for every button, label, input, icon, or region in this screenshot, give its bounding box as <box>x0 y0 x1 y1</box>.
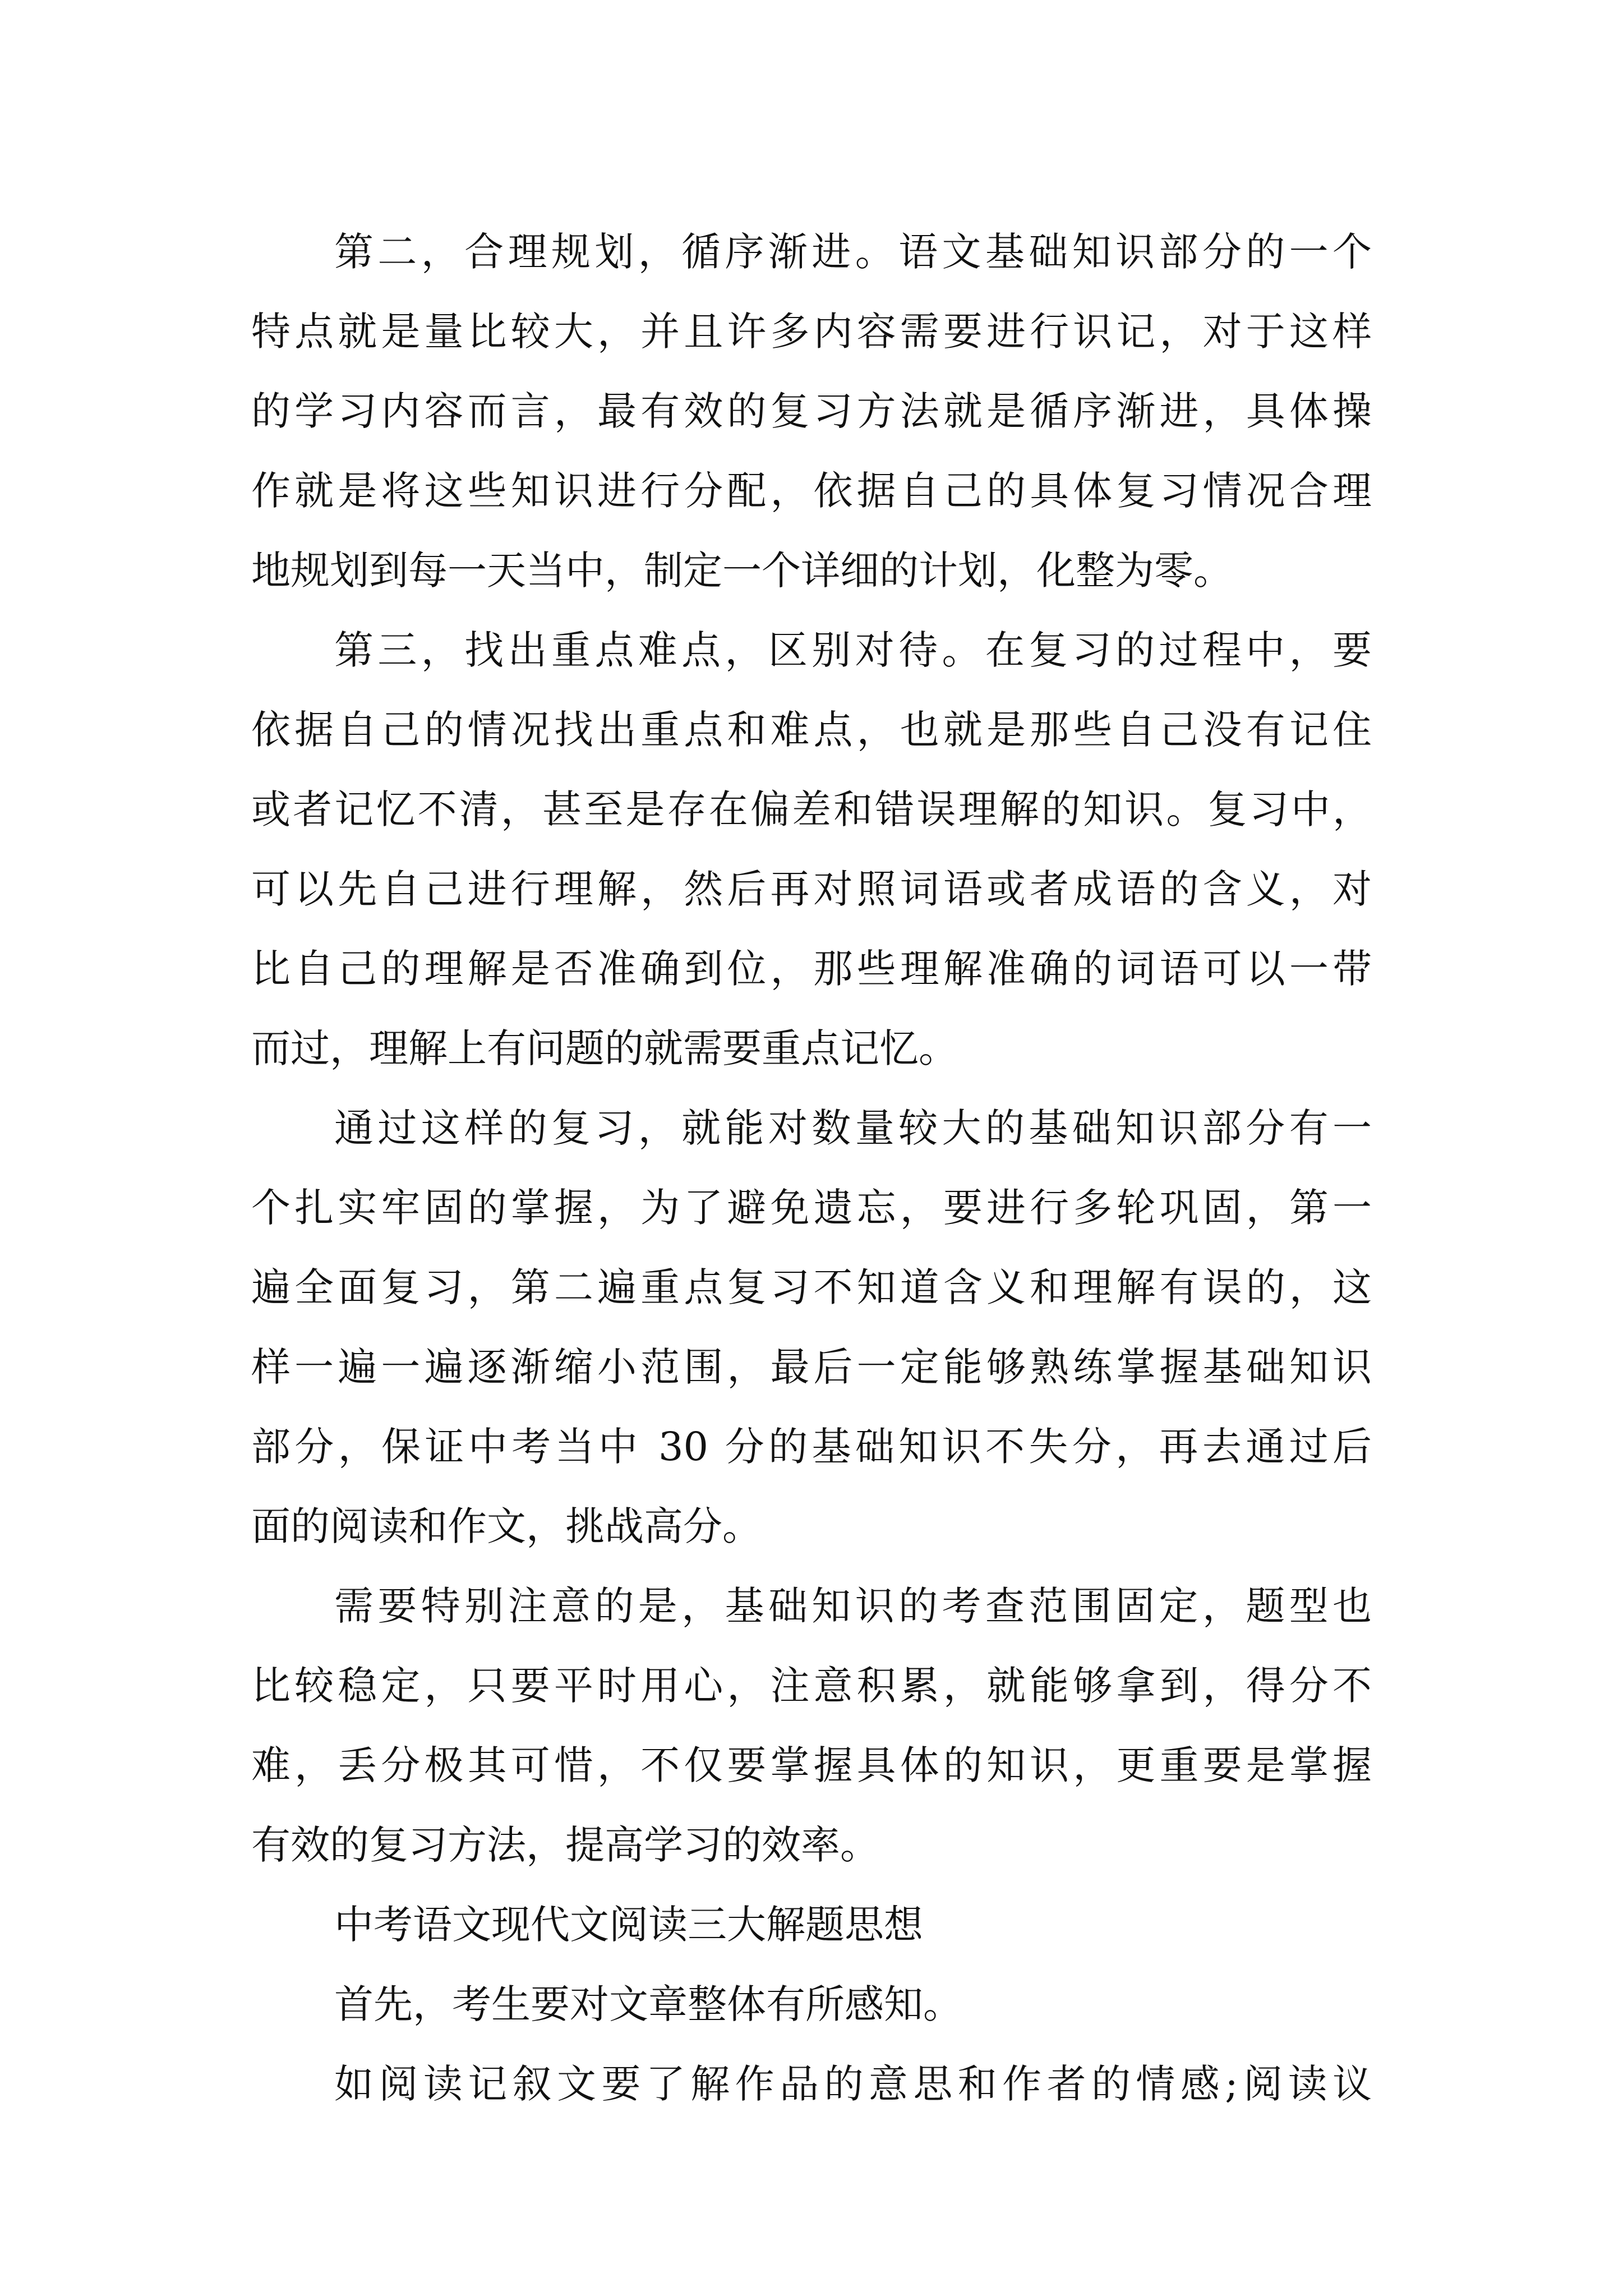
paragraph-line: 特点就是量比较大，并且许多内容需要进行识记，对于这样 <box>251 309 1372 355</box>
paragraph-line: 个扎实牢固的掌握，为了避免遗忘，要进行多轮巩固，第一 <box>251 1185 1372 1231</box>
paragraph-line: 第三，找出重点难点，区别对待。在复习的过程中，要 <box>334 627 1372 673</box>
paragraph-line: 部分，保证中考当中 30 分的基础知识不失分，再去通过后 <box>251 1424 1372 1470</box>
paragraph-line: 而过，理解上有问题的就需要重点记忆。 <box>251 1025 958 1071</box>
paragraph-line: 首先，考生要对文章整体有所感知。 <box>334 1981 962 2027</box>
paragraph-line: 第二，合理规划，循序渐进。语文基础知识部分的一个 <box>334 229 1372 275</box>
paragraph-line: 样一遍一遍逐渐缩小范围，最后一定能够熟练掌握基础知识 <box>251 1344 1372 1390</box>
paragraph-line: 的学习内容而言，最有效的复习方法就是循序渐进，具体操 <box>251 388 1372 434</box>
body-text <box>251 212 1372 2124</box>
paragraph-line: 或者记忆不清，甚至是存在偏差和错误理解的知识。复习中， <box>251 786 1372 832</box>
paragraph-line: 比较稳定，只要平时用心，注意积累，就能够拿到，得分不 <box>251 1663 1372 1709</box>
section-heading: 中考语文现代文阅读三大解题思想 <box>334 1902 923 1948</box>
paragraph-line: 可以先自己进行理解，然后再对照词语或者成语的含义，对 <box>251 866 1372 912</box>
paragraph-line: 有效的复习方法，提高学习的效率。 <box>251 1822 879 1868</box>
paragraph-line: 比自己的理解是否准确到位，那些理解准确的词语可以一带 <box>251 946 1372 992</box>
paragraph-line: 地规划到每一天当中，制定一个详细的计划，化整为零。 <box>251 547 1233 593</box>
paragraph-line: 通过这样的复习，就能对数量较大的基础知识部分有一 <box>334 1105 1372 1151</box>
paragraph-line: 面的阅读和作文，挑战高分。 <box>251 1503 762 1549</box>
paragraph-line: 作就是将这些知识进行分配，依据自己的具体复习情况合理 <box>251 468 1372 514</box>
paragraph-line: 遍全面复习，第二遍重点复习不知道含义和理解有误的，这 <box>251 1264 1372 1310</box>
paragraph-line: 如阅读记叙文要了解作品的意思和作者的情感;阅读议 <box>334 2061 1372 2107</box>
paragraph-line: 依据自己的情况找出重点和难点，也就是那些自己没有记住 <box>251 707 1372 753</box>
paragraph-line: 需要特别注意的是，基础知识的考查范围固定，题型也 <box>334 1583 1372 1629</box>
paragraph-line: 难，丢分极其可惜，不仅要掌握具体的知识，更重要是掌握 <box>251 1742 1372 1788</box>
